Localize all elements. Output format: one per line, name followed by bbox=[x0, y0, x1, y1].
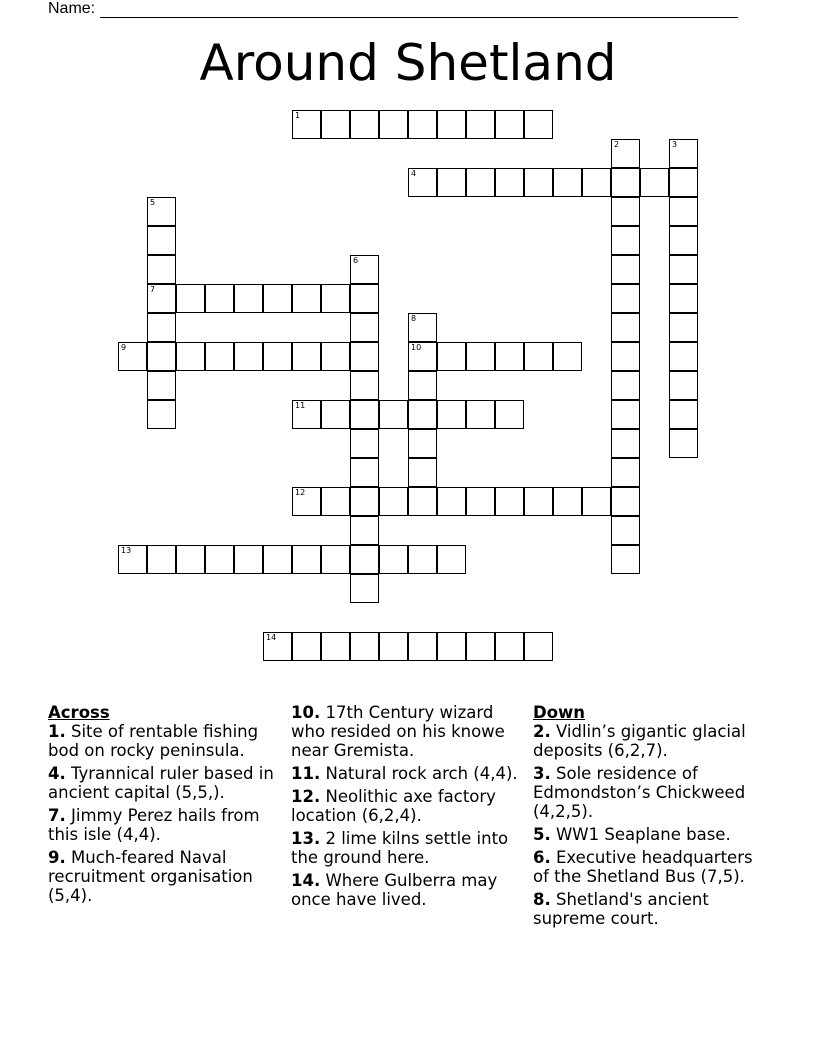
grid-cell[interactable] bbox=[495, 342, 524, 371]
grid-cell[interactable] bbox=[437, 487, 466, 516]
clue-num: 13. bbox=[291, 829, 321, 848]
grid-cell[interactable] bbox=[408, 342, 437, 371]
grid-cell[interactable] bbox=[176, 342, 205, 371]
grid-cell[interactable] bbox=[350, 632, 379, 661]
grid-cell[interactable] bbox=[350, 371, 379, 400]
grid-cell[interactable] bbox=[292, 487, 321, 516]
grid-cell[interactable] bbox=[408, 458, 437, 487]
clue-column-3 bbox=[533, 703, 768, 932]
clue-num: 6. bbox=[533, 848, 551, 867]
grid-cell[interactable] bbox=[611, 371, 640, 400]
grid-cell[interactable] bbox=[611, 139, 640, 168]
grid-cell[interactable] bbox=[495, 400, 524, 429]
clue-column-2 bbox=[291, 703, 523, 913]
grid-cell[interactable] bbox=[350, 487, 379, 516]
down-clue bbox=[533, 722, 768, 760]
grid-cell[interactable] bbox=[234, 284, 263, 313]
grid-cell[interactable] bbox=[611, 400, 640, 429]
grid-cell[interactable] bbox=[350, 110, 379, 139]
grid-cell[interactable] bbox=[495, 110, 524, 139]
clue-num: 5. bbox=[533, 825, 551, 844]
grid-cell[interactable] bbox=[466, 400, 495, 429]
grid-cell[interactable] bbox=[466, 342, 495, 371]
grid-cell[interactable] bbox=[611, 458, 640, 487]
grid-cell[interactable] bbox=[408, 429, 437, 458]
clue-number: 11 bbox=[295, 401, 306, 410]
grid-cell[interactable] bbox=[669, 284, 698, 313]
grid-cell[interactable] bbox=[147, 255, 176, 284]
grid-cell[interactable] bbox=[611, 313, 640, 342]
grid-cell[interactable] bbox=[350, 545, 379, 574]
clue-text: Where Gulberra may once have lived. bbox=[291, 871, 498, 909]
grid-cell[interactable] bbox=[205, 545, 234, 574]
grid-cell[interactable] bbox=[408, 487, 437, 516]
clue-num: 3. bbox=[533, 764, 551, 783]
clue-text: WW1 Seaplane base. bbox=[550, 825, 731, 844]
grid-cell[interactable] bbox=[205, 284, 234, 313]
clue-number: 6 bbox=[353, 256, 359, 265]
grid-cell[interactable] bbox=[350, 458, 379, 487]
name-label: Name: bbox=[48, 0, 96, 17]
grid-cell[interactable] bbox=[466, 110, 495, 139]
clue-number: 8 bbox=[411, 314, 417, 323]
grid-cell[interactable] bbox=[669, 168, 698, 197]
grid-cell[interactable] bbox=[611, 284, 640, 313]
clue-num: 4. bbox=[48, 764, 66, 783]
grid-cell[interactable] bbox=[234, 545, 263, 574]
grid-cell[interactable] bbox=[350, 313, 379, 342]
grid-cell[interactable] bbox=[321, 632, 350, 661]
down-heading: Down bbox=[533, 703, 586, 722]
clue-number: 7 bbox=[150, 285, 156, 294]
grid-cell[interactable] bbox=[292, 284, 321, 313]
grid-cell[interactable] bbox=[118, 342, 147, 371]
grid-cell[interactable] bbox=[669, 429, 698, 458]
clue-text: Vidlin’s gigantic glacial deposits (6,2,7). bbox=[533, 722, 746, 760]
grid-cell[interactable] bbox=[321, 400, 350, 429]
grid-cell[interactable] bbox=[379, 632, 408, 661]
clue-num: 9. bbox=[48, 848, 66, 867]
grid-cell[interactable] bbox=[437, 110, 466, 139]
grid-cell[interactable] bbox=[350, 284, 379, 313]
puzzle-title: Around Shetland bbox=[199, 34, 617, 92]
grid-cell[interactable] bbox=[495, 168, 524, 197]
down-clue bbox=[533, 825, 768, 844]
clue-number: 13 bbox=[121, 546, 132, 555]
grid-cell[interactable] bbox=[263, 342, 292, 371]
grid-cell[interactable] bbox=[408, 545, 437, 574]
clue-text: Executive headquarters of the Shetland Bus (7,5). bbox=[533, 848, 753, 886]
clue-num: 2. bbox=[533, 722, 551, 741]
grid-cell[interactable] bbox=[669, 400, 698, 429]
grid-cell[interactable] bbox=[669, 197, 698, 226]
grid-cell[interactable] bbox=[611, 255, 640, 284]
grid-cell[interactable] bbox=[147, 545, 176, 574]
clue-number: 3 bbox=[672, 140, 678, 149]
clue-num: 12. bbox=[291, 787, 321, 806]
grid-cell[interactable] bbox=[147, 197, 176, 226]
grid-cell[interactable] bbox=[437, 342, 466, 371]
grid-cell[interactable] bbox=[466, 632, 495, 661]
grid-cell[interactable] bbox=[379, 110, 408, 139]
grid-cell[interactable] bbox=[553, 487, 582, 516]
clue-number: 2 bbox=[614, 140, 620, 149]
grid-cell[interactable] bbox=[321, 545, 350, 574]
clue-num: 11. bbox=[291, 764, 321, 783]
grid-cell[interactable] bbox=[582, 487, 611, 516]
grid-cell[interactable] bbox=[321, 284, 350, 313]
clue-num: 7. bbox=[48, 806, 66, 825]
grid-cell[interactable] bbox=[292, 342, 321, 371]
across-clue bbox=[291, 829, 523, 867]
grid-cell[interactable] bbox=[350, 574, 379, 603]
clue-number: 14 bbox=[266, 633, 277, 642]
grid-cell[interactable] bbox=[205, 342, 234, 371]
grid-cell[interactable] bbox=[437, 400, 466, 429]
grid-cell[interactable] bbox=[611, 487, 640, 516]
grid-cell[interactable] bbox=[292, 110, 321, 139]
grid-cell[interactable] bbox=[379, 487, 408, 516]
grid-cell[interactable] bbox=[408, 110, 437, 139]
clue-number: 10 bbox=[411, 343, 422, 352]
grid-cell[interactable] bbox=[669, 313, 698, 342]
grid-cell[interactable] bbox=[669, 226, 698, 255]
grid-cell[interactable] bbox=[350, 429, 379, 458]
grid-cell[interactable] bbox=[611, 168, 640, 197]
down-clue bbox=[533, 764, 768, 821]
grid-cell[interactable] bbox=[437, 168, 466, 197]
grid-cell[interactable] bbox=[263, 545, 292, 574]
clue-text: Tyrannical ruler based in ancient capital (5,5,). bbox=[48, 764, 274, 802]
clue-text: Neolithic axe factory location (6,2,4). bbox=[291, 787, 496, 825]
grid-cell[interactable] bbox=[176, 284, 205, 313]
grid-cell[interactable] bbox=[350, 516, 379, 545]
clue-number: 4 bbox=[411, 169, 417, 178]
grid-cell[interactable] bbox=[611, 545, 640, 574]
grid-cell[interactable] bbox=[147, 400, 176, 429]
clue-text: Much-feared Naval recruitment organisation (5,4). bbox=[48, 848, 253, 905]
down-clue bbox=[533, 890, 768, 928]
grid-cell[interactable] bbox=[350, 342, 379, 371]
grid-cell[interactable] bbox=[350, 400, 379, 429]
clue-num: 14. bbox=[291, 871, 321, 890]
grid-cell[interactable] bbox=[408, 313, 437, 342]
grid-cell[interactable] bbox=[669, 371, 698, 400]
grid-cell[interactable] bbox=[263, 284, 292, 313]
clue-text: 17th Century wizard who resided on his knowe near Gremista. bbox=[291, 703, 505, 760]
grid-cell[interactable] bbox=[408, 371, 437, 400]
grid-cell[interactable] bbox=[292, 632, 321, 661]
grid-cell[interactable] bbox=[408, 632, 437, 661]
clue-column-1 bbox=[48, 703, 278, 909]
grid-cell[interactable] bbox=[292, 545, 321, 574]
clue-text: Jimmy Perez hails from this isle (4,4). bbox=[48, 806, 260, 844]
clue-number: 9 bbox=[121, 343, 127, 352]
grid-cell[interactable] bbox=[147, 226, 176, 255]
grid-cell[interactable] bbox=[524, 487, 553, 516]
clue-text: Site of rentable fishing bod on rocky peninsula. bbox=[48, 722, 259, 760]
grid-cell[interactable] bbox=[669, 255, 698, 284]
grid-cell[interactable] bbox=[524, 632, 553, 661]
clue-num: 1. bbox=[48, 722, 66, 741]
grid-cell[interactable] bbox=[437, 545, 466, 574]
grid-cell[interactable] bbox=[611, 429, 640, 458]
grid-cell[interactable] bbox=[495, 487, 524, 516]
grid-cell[interactable] bbox=[582, 168, 611, 197]
across-heading: Across bbox=[48, 703, 110, 722]
grid-cell[interactable] bbox=[147, 371, 176, 400]
grid-cell[interactable] bbox=[611, 342, 640, 371]
grid-cell[interactable] bbox=[147, 313, 176, 342]
grid-cell[interactable] bbox=[234, 342, 263, 371]
grid-cell[interactable] bbox=[553, 342, 582, 371]
clue-text: Shetland's ancient supreme court. bbox=[533, 890, 709, 928]
across-clue bbox=[48, 806, 278, 844]
clue-number: 5 bbox=[150, 198, 156, 207]
grid-cell[interactable] bbox=[524, 342, 553, 371]
grid-cell[interactable] bbox=[118, 545, 147, 574]
grid-cell[interactable] bbox=[147, 284, 176, 313]
across-clue bbox=[48, 848, 278, 905]
across-clue bbox=[291, 787, 523, 825]
grid-cell[interactable] bbox=[466, 487, 495, 516]
across-clue bbox=[291, 871, 523, 909]
grid-cell[interactable] bbox=[437, 632, 466, 661]
across-clue bbox=[291, 764, 523, 783]
grid-cell[interactable] bbox=[495, 632, 524, 661]
grid-cell[interactable] bbox=[350, 255, 379, 284]
clue-number: 1 bbox=[295, 111, 301, 120]
grid-cell[interactable] bbox=[611, 197, 640, 226]
grid-cell[interactable] bbox=[379, 545, 408, 574]
grid-cell[interactable] bbox=[669, 342, 698, 371]
clue-num: 8. bbox=[533, 890, 551, 909]
grid-cell[interactable] bbox=[408, 168, 437, 197]
grid-cell[interactable] bbox=[263, 632, 292, 661]
grid-cell[interactable] bbox=[524, 168, 553, 197]
grid-cell[interactable] bbox=[611, 516, 640, 545]
grid-cell[interactable] bbox=[408, 400, 437, 429]
grid-cell[interactable] bbox=[611, 226, 640, 255]
clue-text: Natural rock arch (4,4). bbox=[320, 764, 518, 783]
grid-cell[interactable] bbox=[321, 342, 350, 371]
down-clue bbox=[533, 848, 768, 886]
clue-number: 12 bbox=[295, 488, 306, 497]
grid-cell[interactable] bbox=[321, 110, 350, 139]
grid-cell[interactable] bbox=[321, 487, 350, 516]
grid-cell[interactable] bbox=[379, 400, 408, 429]
across-clue bbox=[48, 764, 278, 802]
grid-cell[interactable] bbox=[524, 110, 553, 139]
grid-cell[interactable] bbox=[553, 168, 582, 197]
clue-text: 2 lime kilns settle into the ground here. bbox=[291, 829, 509, 867]
clue-text: Sole residence of Edmondston’s Chickweed (4,2,5). bbox=[533, 764, 746, 821]
grid-cell[interactable] bbox=[147, 342, 176, 371]
grid-cell[interactable] bbox=[176, 545, 205, 574]
across-clue bbox=[291, 703, 523, 760]
grid-cell[interactable] bbox=[640, 168, 669, 197]
across-clue bbox=[48, 722, 278, 760]
clue-num: 10. bbox=[291, 703, 321, 722]
grid-cell[interactable] bbox=[292, 400, 321, 429]
grid-cell[interactable] bbox=[466, 168, 495, 197]
grid-cell[interactable] bbox=[669, 139, 698, 168]
